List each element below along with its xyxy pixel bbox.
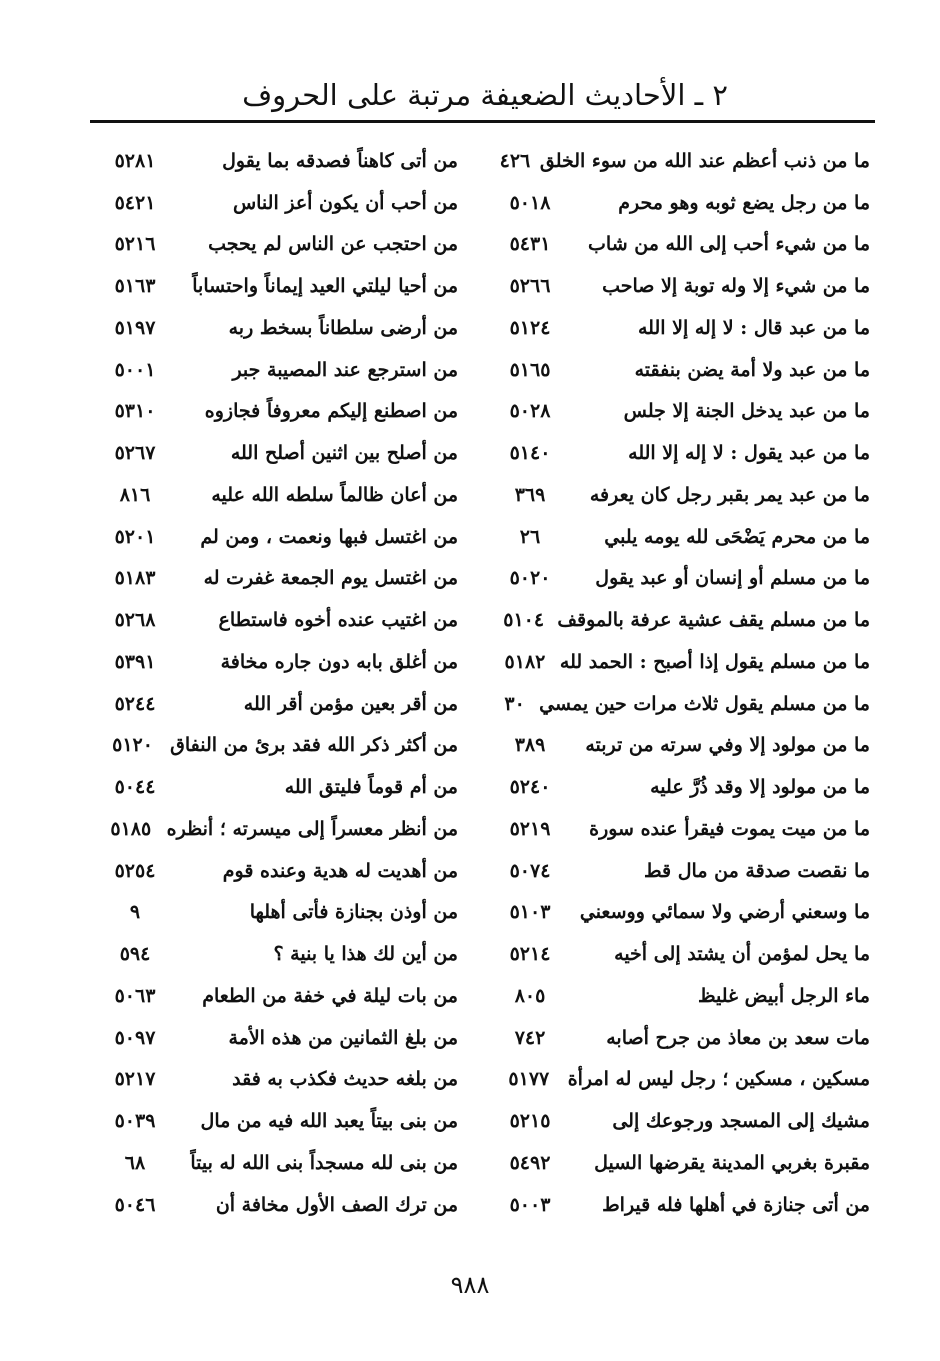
entry-number: ٥٤٢١ [114, 191, 156, 214]
entry-text: من أعان ظالماً سلطه الله عليه [211, 483, 458, 506]
entry-number: ٥٢١٩ [509, 817, 551, 840]
entry-text: من ترك الصف الأول مخافة أن [215, 1193, 458, 1216]
entry-number: ٥٠٤٤ [114, 776, 156, 799]
list-item [95, 1059, 470, 1101]
entry-text: ما من ذنب أعظم عند الله من سوء الخلق [539, 149, 870, 172]
list-item [490, 224, 870, 266]
entry-text: من أحب أن يكون أعز الناس [232, 191, 458, 214]
entry-text: من أهديت له هدية وعنده قوم [222, 859, 458, 882]
entry-number: ٩ [129, 901, 141, 924]
list-item [490, 850, 870, 892]
list-item [490, 725, 870, 767]
list-item [490, 432, 870, 474]
header-rule [90, 120, 875, 123]
entry-number: ٥٢١٤ [509, 943, 551, 966]
entry-number: ٥٢٦٨ [114, 609, 156, 632]
entry-text: من بلغ الثمانين من هذه الأمة [228, 1026, 458, 1049]
entry-text: من أرضى سلطاناً بسخط ربه [228, 316, 458, 339]
entry-text: من بلغه حديث فكذب به فقد [232, 1068, 458, 1091]
entry-number: ٥٢٨١ [114, 149, 156, 172]
entry-number: ٥٠٦٣ [114, 984, 156, 1007]
list-item [490, 474, 870, 516]
list-item [490, 641, 870, 683]
entry-number: ٥١٦٥ [509, 358, 551, 381]
entry-number: ٥١٧٧ [508, 1068, 550, 1091]
entry-text: ماء الرجل أبيض غليظ [697, 984, 870, 1007]
list-item [490, 683, 870, 725]
list-item [490, 808, 870, 850]
entry-number: ٣٦٩ [514, 483, 546, 506]
list-item [490, 892, 870, 934]
entry-number: ٥١٨٢ [504, 650, 546, 673]
entry-number: ٥٠٢٨ [509, 400, 551, 423]
entry-number: ٨٠٥ [514, 984, 546, 1007]
list-item [490, 1142, 870, 1184]
list-item [95, 1142, 470, 1184]
entry-text: ما من مولود إلا وفي سرته من تربته [585, 734, 870, 757]
list-item [95, 975, 470, 1017]
entry-number: ٥٠٤٦ [114, 1193, 156, 1216]
entry-number: ٥٢١٦ [114, 233, 156, 256]
list-item [95, 641, 470, 683]
list-item [490, 1100, 870, 1142]
entry-number: ٤٢٦ [499, 149, 531, 172]
list-item [95, 265, 470, 307]
entry-text: من أتى جنازة في أهلها فله قيراط [602, 1193, 870, 1216]
list-item [490, 182, 870, 224]
entry-number: ٥٠٠٣ [509, 1193, 551, 1216]
list-item [95, 725, 470, 767]
entry-number: ٧٤٢ [514, 1026, 546, 1049]
entry-text: من أوذن بجنازة فأتى أهلها [249, 901, 458, 924]
entry-number: ٥٠٢٠ [509, 567, 551, 590]
entry-text: ما من عبد يقول : لا إله إلا الله [628, 442, 870, 465]
list-item [95, 1184, 470, 1226]
list-item [490, 1017, 870, 1059]
entry-number: ٥٢٦٧ [114, 442, 156, 465]
entry-number: ٥١٠٣ [509, 901, 551, 924]
entry-text: من أصلح بين اثنين أصلح الله [230, 442, 458, 465]
entry-text: ما من مسلم يقول إذا أصبح : الحمد لله [559, 650, 870, 673]
entry-text: ما من مسلم يقف عشية عرفة بالموقف [557, 609, 870, 632]
list-item [95, 1100, 470, 1142]
list-item [95, 516, 470, 558]
entry-number: ٦٨ [124, 1151, 146, 1174]
entry-number: ٥٠٧٤ [509, 859, 551, 882]
entry-number: ٣٨٩ [514, 734, 546, 757]
list-item [95, 474, 470, 516]
list-item [490, 265, 870, 307]
list-item [95, 766, 470, 808]
list-item [490, 391, 870, 433]
entry-number: ٥٠٠١ [114, 358, 156, 381]
entry-text: ما من شيء إلا وله توبة إلا صاحب [602, 275, 870, 298]
page-number: ٩٨٨ [450, 1271, 490, 1299]
entry-number: ٥٣١٠ [114, 400, 156, 423]
entry-text: من اصطنع إليكم معروفاً فجازوه [204, 400, 458, 423]
entry-text: من أقر بعين مؤمن أقر الله [243, 692, 458, 715]
page-header: ٢ ـ الأحاديث الضعيفة مرتبة على الحروف [242, 78, 728, 112]
entry-text: ما نقصت صدقة من مال قط [644, 859, 870, 882]
entry-text: ما من محرم يَضْحَى لله يومه يلبي [604, 525, 870, 548]
entry-number: ٥٤٣١ [509, 233, 551, 256]
entry-text: من بات ليلة في خفة من الطعام [202, 984, 458, 1007]
entry-number: ٥٤٩٢ [509, 1151, 551, 1174]
entry-number: ٥٣٩١ [114, 650, 156, 673]
entry-text: من بنى لله مسجداً بنى الله له بيتاً [190, 1151, 458, 1174]
entry-text: من بنى بيتاً يعبد الله فيه من مال [200, 1110, 458, 1133]
left-column [95, 140, 470, 1226]
list-item [95, 307, 470, 349]
entry-number: ٥١٢٤ [509, 316, 551, 339]
entry-text: ما من مسلم أو إنسان أو عبد يقول [595, 567, 870, 590]
entry-text: من أين لك هذا يا بنية ؟ [273, 943, 458, 966]
entry-text: من أغلق بابه دون جاره مخافة [220, 650, 458, 673]
entry-text: ما وسعني أرضي ولا سمائي ووسعني [579, 901, 870, 924]
list-item [95, 349, 470, 391]
entry-text: من احتجب عن الناس لم يحجب [208, 233, 458, 256]
list-item [95, 432, 470, 474]
entry-number: ٥٢٤٠ [509, 776, 551, 799]
entry-number: ٥٩٤ [119, 943, 151, 966]
entry-text: ما يحل لمؤمن أن يشتد إلى أخيه [614, 943, 870, 966]
list-item [490, 1184, 870, 1226]
entry-text: ما من شيء أحب إلى الله من شاب [588, 233, 870, 256]
list-item [490, 975, 870, 1017]
list-item [490, 307, 870, 349]
right-column [490, 140, 870, 1226]
entry-number: ٥١٨٣ [114, 567, 156, 590]
entry-number: ٥٢٥٤ [114, 859, 156, 882]
entry-text: ما من عبد قال : لا إله إلا الله [637, 316, 870, 339]
entry-number: ٥٢١٧ [114, 1068, 156, 1091]
list-item [490, 933, 870, 975]
entry-text: من اغتسل يوم الجمعة غفرت له [203, 567, 458, 590]
list-item [95, 933, 470, 975]
list-item [95, 140, 470, 182]
entry-text: من أنظر معسراً إلى ميسرته ؛ أنظره [166, 817, 458, 840]
list-item [95, 182, 470, 224]
entry-text: ما من عبد يمر بقبر رجل كان يعرفه [589, 483, 870, 506]
entry-number: ٥١٠٤ [503, 609, 545, 632]
entry-text: ما من ميت يموت فيقرأ عنده سورة [589, 817, 870, 840]
entry-text: ما من عبد ولا أمة يضن بنفقته [634, 358, 870, 381]
list-item [490, 349, 870, 391]
entry-text: ما من رجل يضع ثوبه وهو محرم [618, 191, 870, 214]
entry-text: ما من مولود إلا وقد ذُرَّ عليه [650, 776, 870, 799]
entry-text: مقبرة بغربي المدينة يقرضها السيل [594, 1151, 870, 1174]
list-item [490, 766, 870, 808]
list-item [95, 808, 470, 850]
entry-number: ٥٠٩٧ [114, 1026, 156, 1049]
entry-number: ٥٠٣٩ [114, 1110, 156, 1133]
entry-number: ٥١٤٠ [509, 442, 551, 465]
entry-number: ٢٦ [519, 525, 541, 548]
entry-text: من أكثر ذكر الله فقد برئ من النفاق [170, 734, 458, 757]
list-item [95, 224, 470, 266]
entry-number: ٥٢٦٦ [509, 275, 551, 298]
list-item [490, 516, 870, 558]
list-item [95, 683, 470, 725]
list-item [490, 558, 870, 600]
entry-text: من اغتسل فبها ونعمت ، ومن لم [200, 525, 458, 548]
list-item [95, 391, 470, 433]
entry-number: ٥٢٠١ [114, 525, 156, 548]
list-item [95, 558, 470, 600]
entry-number: ٥٢١٥ [509, 1110, 551, 1133]
list-item [95, 850, 470, 892]
entry-text: مسكين ، مسكين ؛ رجل ليس له امرأة [567, 1068, 870, 1091]
entry-number: ٥٢٤٤ [114, 692, 156, 715]
entry-number: ٥٠١٨ [509, 191, 551, 214]
list-item [95, 892, 470, 934]
list-item [490, 1059, 870, 1101]
list-item [490, 140, 870, 182]
entry-number: ٣٠ [504, 692, 525, 715]
entry-text: ما من عبد يدخل الجنة إلا جلس [623, 400, 870, 423]
entry-text: من أحيا ليلتي العيد إيماناً واحتساباً [192, 275, 458, 298]
entry-number: ٥١٦٣ [114, 275, 156, 298]
entry-number: ٨١٦ [119, 483, 151, 506]
entry-number: ٥١٢٠ [112, 734, 153, 757]
entry-text: مات سعد بن معاذ من جرح أصابه [606, 1026, 870, 1049]
entry-text: من اغتيب عنده أخوه فاستطاع [218, 609, 458, 632]
entry-text: من أم قوماً فليتق الله [284, 776, 458, 799]
list-item [490, 599, 870, 641]
entry-number: ٥١٨٥ [110, 817, 152, 840]
entry-text: من استرجع عند المصيبة جبر [232, 358, 458, 381]
list-item [95, 599, 470, 641]
entry-text: ما من مسلم يقول ثلاث مرات حين يمسي [539, 692, 870, 715]
entry-number: ٥١٩٧ [114, 316, 156, 339]
entry-text: من أتى كاهناً فصدقه بما يقول [222, 149, 458, 172]
entry-text: مشيك إلى المسجد ورجوعك إلى [612, 1110, 870, 1133]
list-item [95, 1017, 470, 1059]
